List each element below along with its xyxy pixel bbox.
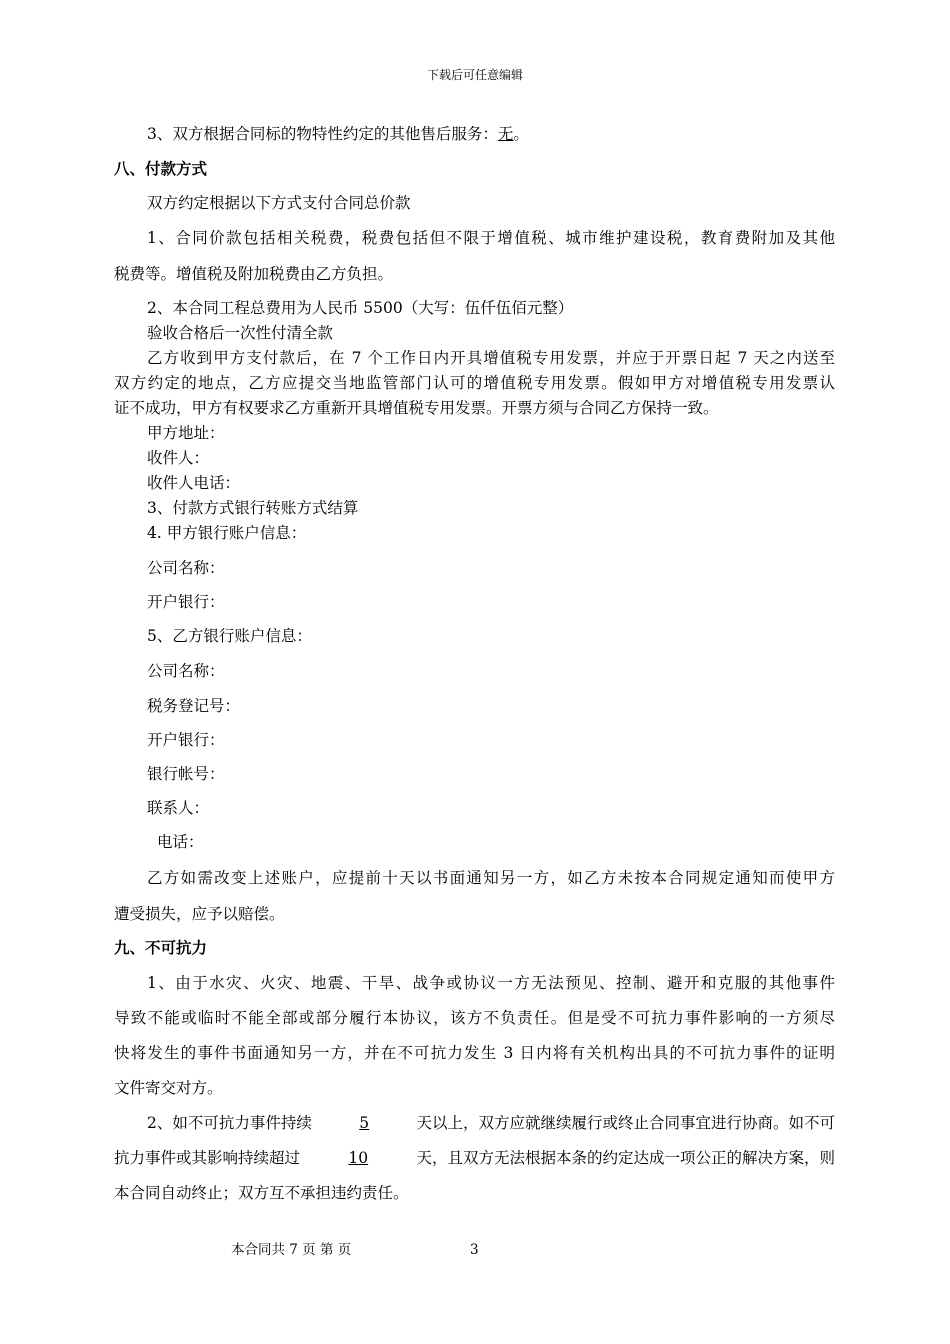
section8-item5: 5、乙方银行账户信息： (147, 627, 312, 645)
party-b-account-label: 银行帐号： (147, 765, 225, 783)
section9-heading: 九、不可抗力 (114, 939, 208, 957)
page-header-note: 下载后可任意编辑 (426, 68, 523, 82)
footer-page-count: 本合同共 7 页 第 页 (231, 1242, 352, 1258)
section8-invoice-line2: 双方约定的地点，乙方应提交当地监管部门认可的增值税专用发票。假如甲方对增值税专用发票认 (114, 374, 835, 392)
party-b-contact-label: 联系人： (147, 799, 210, 817)
party-b-tax-label: 税务登记号： (147, 697, 241, 715)
section9-item2-line2 (114, 1148, 835, 1168)
party-b-bank-label: 开户银行： (147, 731, 225, 749)
section8-item1-line1: 1、合同价款包括相关税费，税费包括但不限于增值税、城市维护建设税，教育费附加及其他 (147, 229, 835, 247)
recipient-label: 收件人： (147, 449, 210, 467)
section9-item1-line4: 文件寄交对方。 (114, 1079, 223, 1097)
section7-item3 (147, 124, 529, 144)
section9-item1-line3: 快将发生的事件书面通知另一方，并在不可抗力发生 3 日内将有关机构出具的不可抗力事件的证明 (114, 1044, 835, 1062)
section8-item3: 3、付款方式银行转账方式结算 (147, 499, 359, 517)
section8-invoice-line1: 乙方收到甲方支付款后，在 7 个工作日内开具增值税专用发票，并应于开票日起 7 天之内送至 (147, 349, 835, 367)
section8-acceptance: 验收合格后一次性付清全款 (147, 324, 334, 342)
section8-item4: 4. 甲方银行账户信息： (147, 524, 307, 542)
party-b-phone-label: 电话： (157, 833, 204, 851)
account-change-line2: 遭受损失，应予以赔偿。 (114, 905, 285, 923)
section9-item1-line2: 导致不能或临时不能全部或部分履行本协议，该方不负责任。但是受不可抗力事件影响的一方须尽 (114, 1009, 835, 1027)
recipient-phone-label: 收件人电话： (147, 474, 241, 492)
party-a-bank-label: 开户银行： (147, 593, 225, 611)
section9-item2-pre: 2、如不可抗力事件持续 (147, 1114, 312, 1132)
section9-item2-mid: 天以上，双方应就继续履行或终止合同事宜进行协商。如不可 (416, 1114, 835, 1132)
section8-item2: 2、本合同工程总费用为人民币 5500（大写：伍仟伍佰元整） (147, 299, 574, 317)
section7-item3-value: 无 (497, 125, 514, 143)
section9-item2-line2-post: 天，且双方无法根据本条的约定达成一项公正的解决方案，则 (416, 1149, 835, 1167)
section9-days-blank-1: 5 (359, 1114, 370, 1132)
party-a-address-label: 甲方地址： (147, 424, 225, 442)
section7-item3-text: 3、双方根据合同标的物特性约定的其他售后服务： (147, 125, 498, 143)
section9-item2-line3: 本合同自动终止；双方互不承担违约责任。 (114, 1184, 409, 1202)
footer-page-number: 3 (470, 1242, 479, 1258)
section9-item2-line2-pre: 抗力事件或其影响持续超过 (114, 1149, 301, 1167)
party-a-company-label: 公司名称： (147, 559, 225, 577)
section8-intro: 双方约定根据以下方式支付合同总价款 (147, 194, 411, 212)
section8-invoice-line3: 证不成功，甲方有权要求乙方重新开具增值税专用发票。开票方须与合同乙方保持一致。 (114, 399, 719, 417)
section8-heading: 八、付款方式 (114, 160, 208, 178)
section8-item1-line2: 税费等。增值税及附加税费由乙方负担。 (114, 265, 394, 283)
section7-item3-end: 。 (513, 125, 529, 143)
party-b-company-label: 公司名称： (147, 662, 225, 680)
section9-item1-line1: 1、由于水灾、火灾、地震、干旱、战争或协议一方无法预见、控制、避开和克服的其他事件 (147, 974, 835, 992)
account-change-line1: 乙方如需改变上述账户，应提前十天以书面通知另一方，如乙方未按本合同规定通知而使甲方 (147, 869, 835, 887)
section9-days-blank-2: 10 (348, 1149, 369, 1167)
section9-item2-line1 (147, 1113, 835, 1133)
